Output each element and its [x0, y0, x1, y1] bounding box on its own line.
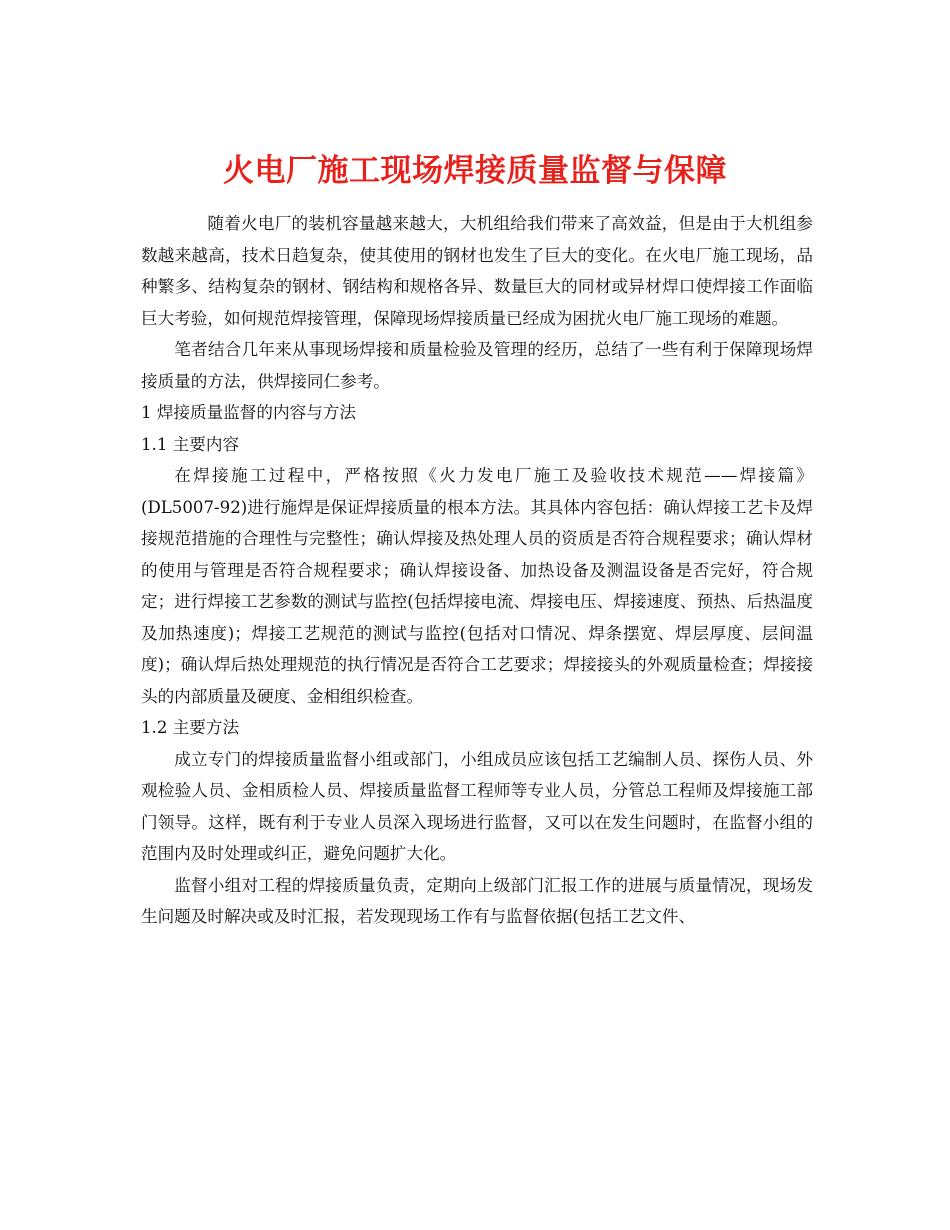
- section-1-2-paragraph-1: 成立专门的焊接质量监督小组或部门，小组成员应该包括工艺编制人员、探伤人员、外观检验人员、金相质检人员、焊接质量监督工程师等专业人员，分管总工程师及焊接施工部门领导。这样，既有利于专业人员深入现场进行监督，又可以在发生问题时，在监督小组的范围内及时处理或纠正，避免问题扩大化。: [141, 749, 813, 863]
- section-1-2-heading: 1.2 主要方法: [141, 718, 240, 737]
- intro-paragraph-1: 随着火电厂的装机容量越来越大，大机组给我们带来了高效益，但是由于大机组参数越来越高，技术日趋复杂，使其使用的钢材也发生了巨大的变化。在火电厂施工现场，品种繁多、结构复杂的钢材、钢结构和规格各异、数量巨大的同材或异材焊口使焊接工作面临巨大考验，如何规范焊接管理，保障现场焊接质量已经成为困扰火电厂施工现场的难题。: [141, 214, 813, 328]
- section-1-heading: 1 焊接质量监督的内容与方法: [141, 403, 356, 422]
- intro-paragraph-2: 笔者结合几年来从事现场焊接和质量检验及管理的经历，总结了一些有利于保障现场焊接质量的方法，供焊接同仁参考。: [141, 340, 813, 391]
- document-title: 火电厂施工现场焊接质量监督与保障: [223, 152, 727, 189]
- document-body: [141, 208, 813, 933]
- section-1-1-paragraph: 在焊接施工过程中，严格按照《火力发电厂施工及验收技术规范——焊接篇》(DL5007-92)进行施焊是保证焊接质量的根本方法。其具体内容包括：确认焊接工艺卡及焊接规范措施的合理性与完整性；确认焊接及热处理人员的资质是否符合规程要求；确认焊材的使用与管理是否符合规程要求；确认焊接设备、加热设备及测温设备是否完好，符合规定；进行焊接工艺参数的测试与监控(包括焊接电流、焊接电压、焊接速度、预热、后热温度及加热速度)；焊接工艺规范的测试与监控(包括对口情况、焊条摆宽、焊层厚度、层间温度)；确认焊后热处理规范的执行情况是否符合工艺要求；焊接接头的外观质量检查；焊接接头的内部质量及硬度、金相组织检查。: [141, 466, 813, 706]
- section-1-2-paragraph-2: 监督小组对工程的焊接质量负责，定期向上级部门汇报工作的进展与质量情况，现场发生问题及时解决或及时汇报，若发现现场工作有与监督依据(包括工艺文件、: [141, 875, 813, 926]
- section-1-1-heading: 1.1 主要内容: [141, 434, 240, 454]
